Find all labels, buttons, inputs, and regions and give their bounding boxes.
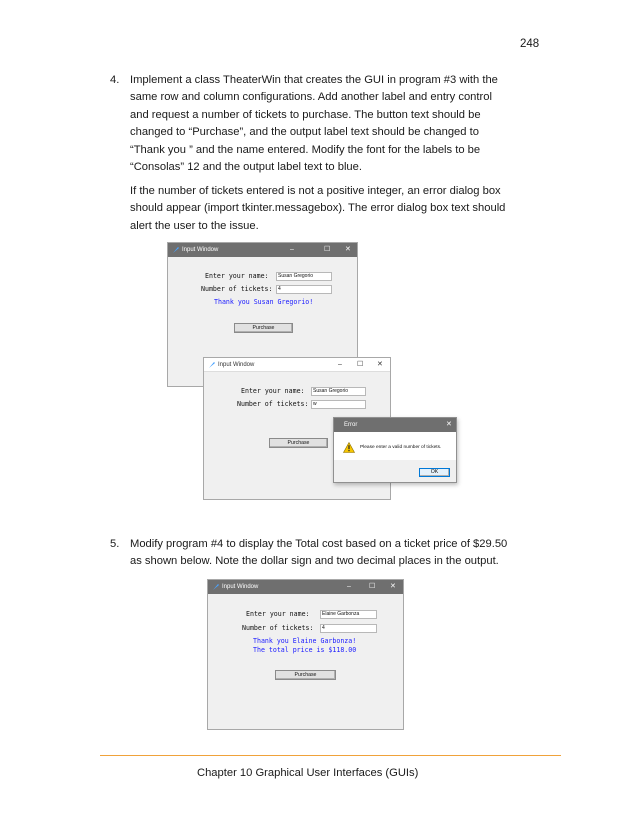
output-label-total: The total price is $118.00 (253, 646, 357, 654)
tickets-input[interactable]: 4 (320, 624, 377, 633)
window-1-title: Input Window (182, 247, 219, 253)
tickets-input[interactable]: 4 (276, 285, 332, 294)
exercise-5-text: Modify program #4 to display the Total cost based on a ticket price of $29.50 as shown below. Note the dollar sign and two decimal places in the output. (130, 538, 508, 568)
name-input[interactable]: Susan Gregorio (311, 387, 366, 396)
footer-chapter-title: Chapter 10 Graphical User Interfaces (GUIs) (197, 767, 419, 779)
minimize-icon[interactable]: – (338, 361, 342, 368)
close-icon[interactable]: ✕ (377, 361, 383, 368)
close-icon[interactable]: ✕ (345, 246, 351, 253)
window-3-titlebar[interactable] (208, 580, 403, 594)
maximize-icon[interactable]: ☐ (324, 246, 331, 253)
exercise-4-text: Implement a class TheaterWin that creates the GUI in program #3 with the same row and column configurations. Add another label and entry control and request a number of tickets to purchase. The button text should be changed to “Purchase”, and the output label text should be changed to “Thank you ” and the name entered. Modify the font for the labels to be “Consolas” 12 and the output label text to blue. (130, 74, 498, 174)
page-number: 248 (520, 38, 540, 50)
close-icon[interactable]: ✕ (390, 583, 396, 590)
minimize-icon[interactable]: – (290, 246, 294, 253)
name-input[interactable]: Elaine Garbonza (320, 610, 377, 619)
feather-icon (172, 246, 180, 254)
output-label-thanks: Thank you Elaine Garbonza! (253, 637, 357, 645)
feather-icon (208, 361, 216, 369)
input-window-3 (207, 579, 404, 730)
name-input[interactable]: Susan Gregorio (276, 272, 332, 281)
tickets-input[interactable]: w (311, 400, 366, 409)
purchase-button[interactable]: Purchase (234, 323, 293, 333)
name-label: Enter your name: (241, 387, 305, 395)
window-1-titlebar[interactable] (168, 243, 357, 257)
maximize-icon[interactable]: ☐ (369, 583, 376, 590)
purchase-button[interactable]: Purchase (269, 438, 328, 448)
exercise-4-extra-text: If the number of tickets entered is not a positive integer, an error dialog box should appear (import tkinter.messagebox). The error dialog box text should alert the user to the issue. (130, 185, 506, 232)
purchase-button[interactable]: Purchase (275, 670, 336, 680)
error-message: Please enter a valid number of tickets. (360, 445, 442, 450)
error-dialog (333, 417, 457, 483)
feather-icon (212, 583, 220, 591)
name-label: Enter your name: (205, 272, 269, 280)
close-icon[interactable]: ✕ (446, 421, 452, 428)
error-dialog-title: Error (344, 422, 358, 428)
tickets-label: Number of tickets: (242, 624, 314, 632)
ok-button[interactable]: OK (419, 468, 450, 477)
error-dialog-titlebar[interactable] (334, 418, 456, 432)
footer-divider (100, 755, 561, 756)
exercise-4-number: 4. (110, 74, 120, 86)
warning-icon (343, 442, 355, 453)
exercise-5-number: 5. (110, 538, 120, 550)
tickets-label: Number of tickets: (201, 285, 273, 293)
name-label: Enter your name: (246, 610, 310, 618)
window-2-title: Input Window (218, 362, 255, 368)
maximize-icon[interactable]: ☐ (357, 361, 364, 368)
output-label: Thank you Susan Gregorio! (214, 298, 314, 306)
window-2-titlebar[interactable] (204, 358, 390, 372)
minimize-icon[interactable]: – (347, 583, 351, 590)
tickets-label: Number of tickets: (237, 400, 309, 408)
window-3-title: Input Window (222, 584, 259, 590)
